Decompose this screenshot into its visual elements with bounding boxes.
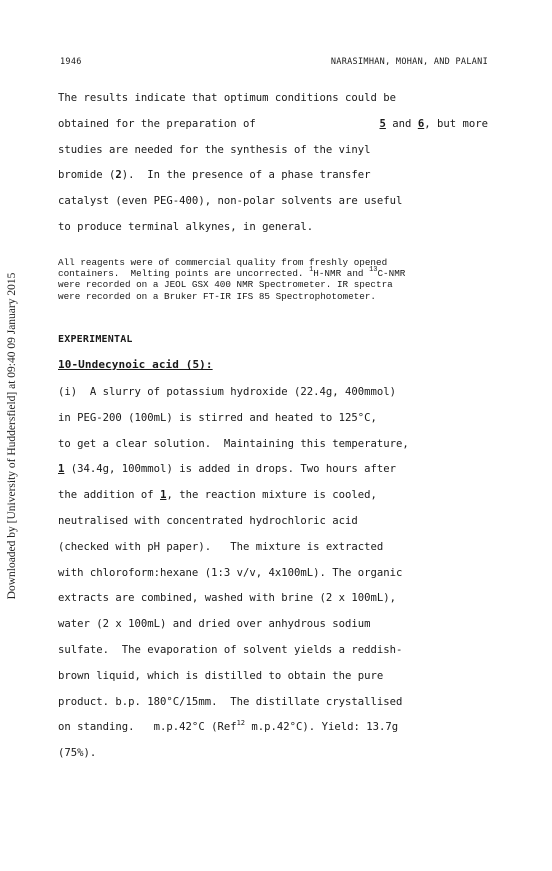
text-run: (34.4g, 100mmol) is added in drops. Two hours after [64, 463, 397, 476]
text-line [58, 457, 488, 483]
text-run: , but more [424, 117, 488, 130]
text-run: (75%). [58, 747, 97, 760]
compound-ref: 2 [115, 169, 122, 182]
text-line [58, 509, 488, 535]
text-line [58, 163, 488, 189]
text-run: neutralised with concentrated hydrochloric acid [58, 514, 358, 527]
text-run: obtained for the preparation of [58, 117, 256, 130]
materials-paragraph [58, 257, 488, 302]
text-run [58, 268, 405, 279]
compound-ref: 6 [417, 117, 425, 130]
text-line [58, 291, 488, 302]
running-head: NARASIMHAN, MOHAN, AND PALANI [330, 57, 488, 67]
text-run: with chloroform:hexane (1:3 v/v, 4x100mL). The organic [58, 566, 403, 579]
compound-ref: 5 [379, 117, 386, 130]
text-line [58, 279, 488, 290]
text-run: bromide ( [58, 169, 116, 182]
text-line [58, 612, 488, 638]
text-line [58, 690, 488, 716]
text-line [58, 215, 488, 241]
text-run [58, 483, 377, 509]
text-line [58, 432, 488, 458]
text-line [58, 86, 488, 112]
text-run: and [392, 117, 412, 130]
text-run: to produce terminal alkynes, in general. [58, 220, 314, 233]
text-run: studies are needed for the synthesis of the vinyl [58, 143, 371, 156]
text-run: m.p.42°C). Yield: 13.7g [245, 721, 399, 734]
text-run [58, 457, 396, 483]
text-line [58, 406, 488, 432]
superscript: 1 [309, 266, 314, 275]
text-line [58, 664, 488, 690]
text-run: sulfate. The evaporation of solvent yields a reddish- [58, 643, 403, 656]
text-line [58, 268, 488, 279]
intro-paragraph [58, 86, 488, 241]
text-line [58, 715, 488, 741]
text-run: (checked with pH paper). The mixture is extracted [58, 540, 384, 553]
text-line [58, 189, 488, 215]
text-run: All reagents were of commercial quality from freshly opened [58, 257, 388, 268]
text-line [58, 535, 488, 561]
text-run: containers. Melting points are uncorrected. [58, 268, 310, 280]
download-watermark: Downloaded by [University of Huddersfield] at 09:40 09 January 2015 [6, 272, 18, 600]
text-line [58, 741, 488, 767]
superscript: 13 [369, 266, 378, 275]
text-line [58, 138, 488, 164]
page-number: 1946 [60, 57, 82, 67]
text-run: , the reaction mixture is cooled, [166, 489, 377, 502]
text-run: H-NMR and [313, 268, 370, 280]
text-run: ). In the presence of a phase transfer [121, 169, 371, 182]
compound-ref: 1 [160, 489, 167, 502]
text-run [58, 715, 398, 741]
text-run: on standing. m.p.42°C (Ref [58, 721, 237, 734]
text-run: The results indicate that optimum conditions could be [58, 92, 397, 104]
text-run: to get a clear solution. Maintaining this temperature, [58, 437, 409, 450]
text-run: product. b.p. 180°C/15mm. The distillate crystallised [58, 695, 403, 708]
text-line [58, 586, 488, 612]
text-line [58, 112, 488, 138]
reference-superscript: 12 [236, 719, 246, 728]
text-run: in PEG-200 (100mL) is stirred and heated to 125°C, [58, 411, 377, 424]
text-run: were recorded on a Bruker FT-IR IFS 85 Spectrophotometer. [58, 290, 377, 302]
text-run: the addition of [58, 489, 161, 502]
section-heading: EXPERIMENTAL [58, 334, 133, 345]
text-line [58, 380, 488, 406]
text-run: extracts are combined, washed with brine (2 x 100mL), [58, 592, 397, 605]
text-run: water (2 x 100mL) and dried over anhydrous sodium [58, 618, 371, 631]
text-line [58, 561, 488, 587]
text-line [58, 257, 488, 268]
procedure-paragraph [58, 380, 488, 767]
compound-ref-5-6 [380, 112, 488, 138]
text-run: brown liquid, which is distilled to obtain the pure [58, 669, 384, 682]
compound-heading: 10-Undecynoic acid (5): [58, 358, 213, 371]
text-run: were recorded on a JEOL GSX 400 NMR Spectrometer. IR spectra [58, 279, 393, 291]
text-line [58, 483, 488, 509]
compound-ref: 1 [58, 463, 65, 476]
text-run [58, 163, 371, 189]
text-run: (i) A slurry of potassium hydroxide (22.4g, 400mmol) [58, 386, 397, 398]
text-line [58, 638, 488, 664]
text-run: catalyst (even PEG-400), non-polar solvents are useful [58, 195, 403, 208]
text-run: C-NMR [377, 268, 406, 280]
